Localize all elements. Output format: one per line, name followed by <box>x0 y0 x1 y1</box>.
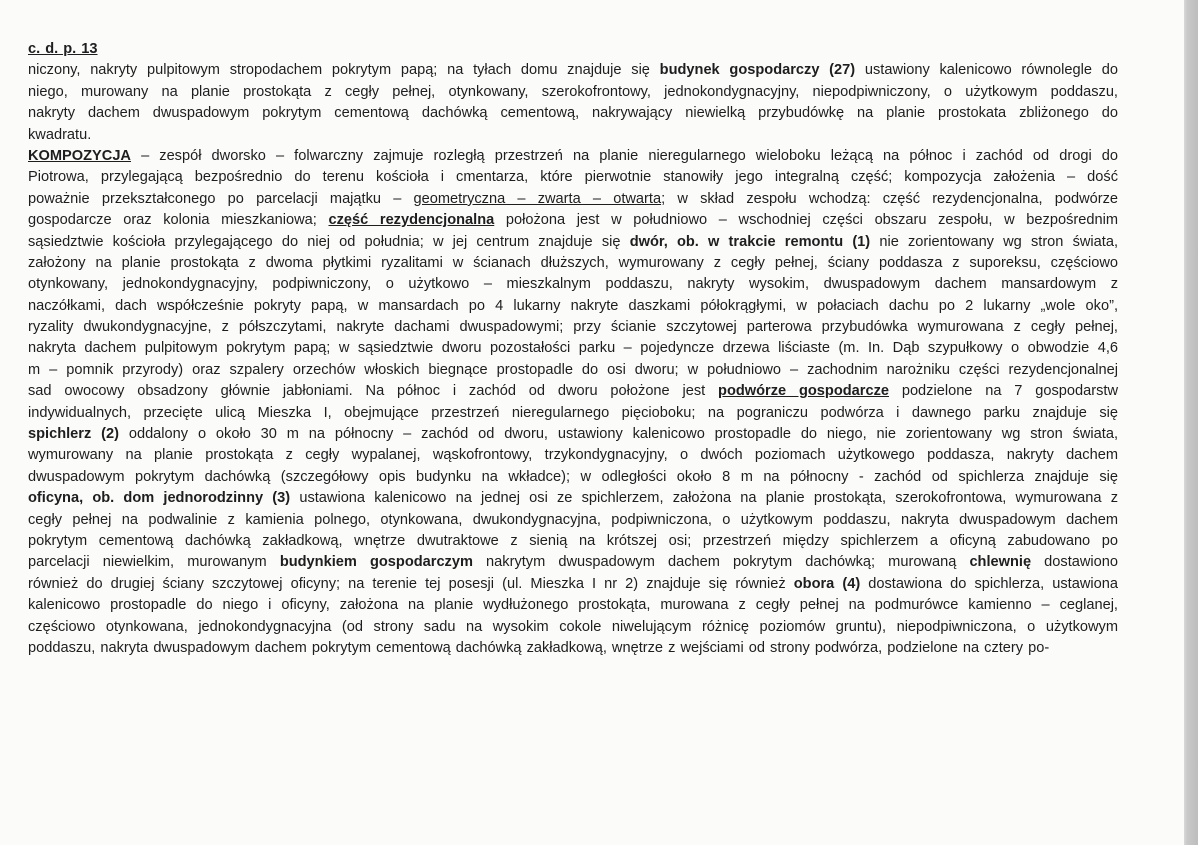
emphasized-text: dwór, ob. w trakcie remontu (1) <box>629 233 871 250</box>
emphasized-text: chlewnię <box>969 554 1032 571</box>
emphasized-text: geometryczna – zwarta – otwarta <box>413 190 662 207</box>
text-segment: oddalony o około 30 m na północny – zachód od dworu, ustawiony kalenicowo prostopadle do niego, nie zorientowany wg stron świata, <box>118 426 1118 443</box>
text-line <box>28 552 1118 573</box>
text-segment: kalenicowo prostopadle do niego i oficyny, założona na planie wydłużonego prostokąta, murowana z cegły pełnej na podmurówce kamienno – ceglanej, <box>28 597 1118 614</box>
text-segment: indywidualnych, przecięte ulicą Mieszka I, obejmujące przestrzeń nieregularnego pięcioboku; na pograniczu podwórza i dawnego parku znajduje się <box>28 404 1118 421</box>
text-line <box>28 317 1118 338</box>
text-segment: kwadratu. <box>28 126 92 143</box>
text-line <box>28 125 1118 146</box>
text-line <box>28 103 1118 124</box>
text-segment: nakrytym dwuspadowym dachem pokrytym dachówką; murowaną <box>472 554 970 571</box>
text-line <box>28 574 1118 595</box>
text-line <box>28 381 1118 402</box>
text-line <box>28 360 1118 381</box>
text-segment: sad owocowy obsadzony głównie jabłoniami. Na północ i zachód od dworu położone jest <box>28 383 719 400</box>
text-segment: sąsiedztwie kościoła przylegającego do niej od południa; w jej centrum znajduje się <box>28 233 630 250</box>
text-segment: nie zorientowany wg stron świata, <box>870 233 1119 250</box>
text-line <box>28 510 1118 531</box>
text-segment: m – pomnik przyrody) oraz szpalery orzechów włoskich biegnące prostopadle do osi dworu; w południowo – zachodnim narożniku części rezydencjonalnej <box>28 361 1118 378</box>
emphasized-text: budynkiem gospodarczym <box>279 554 473 571</box>
text-segment: również do drugiej ściany szczytowej oficyny; na terenie tej posesji (ul. Mieszka I nr 2) znajduje się również <box>28 575 794 592</box>
text-segment: dwuspadowym pokrytym dachówką (szczegółowy opis budynku na wkładce); w odległości około 8 m na północny - zachód od spichlerza znajduje się <box>28 468 1118 485</box>
text-line <box>28 338 1118 359</box>
page-continuation-label <box>28 39 1118 60</box>
scan-edge-border <box>1184 0 1198 845</box>
text-segment: częściowo otynkowana, jednokondygnacyjna (od strony sadu na wysokim cokole niwelującym różnicę poziomów gruntu), niepodpiwniczona, o użytkowym <box>28 618 1118 635</box>
text-segment: dostawiona do spichlerza, ustawiona <box>860 575 1118 592</box>
text-line <box>28 403 1118 424</box>
text-segment: niego, murowany na planie prostokąta z cegły pełnej, otynkowany, szerokofrontowy, jednokondygnacyjny, niepodpiwniczony, o użytkowym poddaszu, <box>28 83 1118 100</box>
text-segment: ustawiona kalenicowo na jednej osi ze spichlerzem, założona na planie prostokąta, szerokofrontowa, wymurowana z <box>290 490 1119 507</box>
emphasized-text: podwórze gospodarcze <box>718 383 889 400</box>
emphasized-text: KOMPOZYCJA <box>28 147 131 164</box>
text-line <box>28 167 1118 188</box>
text-line <box>28 189 1118 210</box>
text-segment: naczółkami, dach współcześnie pokryty papą, w mansardach po 4 lukarny nakryte daszkami półokrągłymi, w połaciach dachu po 2 lukarny „wole oko”, <box>28 297 1118 314</box>
text-segment: założony na planie prostokąta z dwoma płytkimi ryzalitami w ścianach dłuższych, wymurowany z cegły pełnej, ściany poddasza z suporeksu, częściowo <box>28 254 1118 271</box>
text-segment: Piotrowa, przylegającą bezpośrednio do terenu kościoła i cmentarza, które pierwotnie stanowiły jego integralną część; kompozycja założenia – dość <box>28 169 1118 186</box>
text-line <box>28 253 1118 274</box>
text-segment: położona jest w południowo – wschodniej części obszaru zespołu, w bezpośrednim <box>494 212 1118 229</box>
text-lines <box>28 60 1118 659</box>
text-line <box>28 232 1118 253</box>
text-segment: wymurowany na planie prostokąta z cegły wypalanej, wąskofrontowy, trzykondygnacyjny, o dwóch poziomach użytkowego poddasza, nakryty dachem <box>28 447 1118 464</box>
text-line <box>28 274 1118 295</box>
text-line <box>28 531 1118 552</box>
emphasized-text: część rezydencjonalna <box>328 212 495 229</box>
emphasized-text: obora (4) <box>793 575 861 592</box>
text-segment: dostawiono <box>1031 554 1119 571</box>
text-segment: ustawiony kalenicowo równolegle do <box>855 62 1118 79</box>
text-line <box>28 488 1118 509</box>
page-number-label: c. d. p. 13 <box>28 41 98 57</box>
text-segment: nakryty dachem dwuspadowym pokrytym cementową dachówką cementową, nakrywający niewielką przybudówkę na planie prostokata zbliżonego do <box>28 105 1118 122</box>
text-line <box>28 82 1118 103</box>
text-line <box>28 595 1118 616</box>
text-line <box>28 210 1118 231</box>
document-body <box>28 39 1118 659</box>
emphasized-text: oficyna, ob. dom jednorodzinny (3) <box>28 490 291 507</box>
text-segment: podzielone na 7 gospodarstw <box>889 383 1118 400</box>
text-line <box>28 146 1118 167</box>
text-segment: – zespół dworsko – folwarczny zajmuje rozległą przestrzeń na planie nieregularnego wieloboku leżącą na północ i zachód od drogi do <box>130 147 1118 164</box>
text-segment: nakryta dachem pulpitowym pokrytym papą; w sąsiedztwie dworu pozostałości parku – pojedyncze drzewa liściaste (m. In. Dąb szypułkowy o obwodzie 4,6 <box>28 340 1118 357</box>
text-segment: cegły pełnej na podwalinie z kamienia polnego, otynkowana, dwukondygnacyjna, podpiwniczona, o użytkowym poddaszu, nakryta dwuspadowym dachem <box>28 511 1118 528</box>
text-segment: ; w skład zespołu wchodzą: część rezydencjonalna, podwórze <box>661 190 1119 207</box>
text-line <box>28 467 1118 488</box>
text-segment: poddaszu, nakryta dwuspadowym dachem pokrytym cementową dachówką zakładkową, wnętrze z wejściami od strony podwórza, podzielone na cztery po- <box>28 639 1050 656</box>
emphasized-text: spichlerz (2) <box>28 426 119 443</box>
text-segment: otynkowany, jednokondygnacyjny, podpiwniczony, o użytkowo – mieszkalnym poddaszu, nakryty wysokim, dwuspadowym dachem mansardowym z <box>28 276 1118 293</box>
text-segment: niczony, nakryty pulpitowym stropodachem pokrytym papą; na tyłach domu znajduje się <box>28 62 660 79</box>
text-segment: gospodarcze oraz kolonia mieszkaniowa; <box>28 212 329 229</box>
text-line <box>28 617 1118 638</box>
text-segment: ryzality dwukondygnacyjne, z półszczytami, nakryte dachami dwuspadowymi; przy ścianie szczytowej parterowa przybudówka wymurowana z cegły pełnej, <box>28 319 1118 336</box>
text-line <box>28 296 1118 317</box>
text-line <box>28 424 1118 445</box>
text-line <box>28 445 1118 466</box>
text-segment: parcelacji niewielkim, murowanym <box>28 554 280 571</box>
text-line <box>28 60 1118 81</box>
emphasized-text: budynek gospodarczy (27) <box>659 62 856 79</box>
text-segment: poważnie przekształconego po parcelacji majątku – <box>28 190 414 207</box>
text-segment: pokrytym cementową dachówką zakładkową, wnętrze dwutraktowe z sienią na krótszej osi; przestrzeń między spichlerzem a oficyną zabudowano po <box>28 532 1118 549</box>
text-line <box>28 638 1118 659</box>
